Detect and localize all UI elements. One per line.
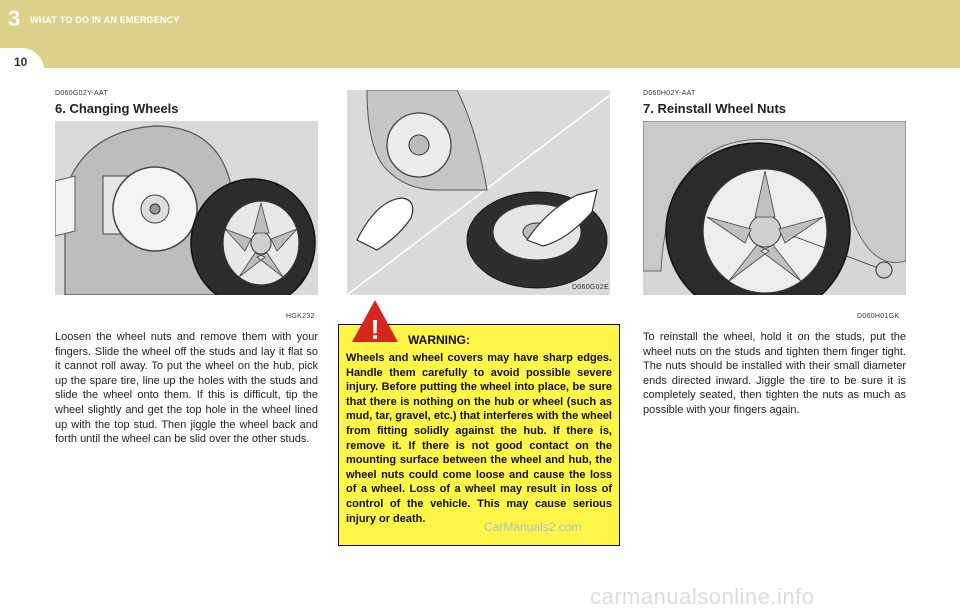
section-code: D060H02Y-AAT bbox=[643, 90, 696, 97]
wiping-wheel-illustration bbox=[347, 90, 610, 295]
warning-triangle-icon bbox=[350, 298, 400, 344]
section-body: Loosen the wheel nuts and remove them with your fingers. Slide the wheel off the studs and lay it flat so it cannot roll away. To put the wheel on the hub, pick up the spare tire, line up the holes with the studs and slide the wheel onto them. If this is difficult, tip the wheel slightly and get the top hole in the wheel lined up with the top stud. Then jiggle the wheel back and forth until the wheel can be slid over the other studs. bbox=[55, 331, 318, 446]
chapter-number: 3 bbox=[8, 6, 21, 31]
changing-wheels-illustration bbox=[55, 121, 318, 295]
warning-title: WARNING: bbox=[408, 333, 470, 347]
chapter-title: WHAT TO DO IN AN EMERGENCY bbox=[30, 15, 180, 25]
reinstall-nuts-illustration bbox=[643, 121, 906, 295]
figure-caption: D060H01GK bbox=[857, 313, 900, 320]
svg-text:!: ! bbox=[370, 314, 380, 344]
footer-watermark: carmanualsonline.info bbox=[590, 584, 815, 609]
header-band bbox=[0, 0, 960, 68]
figure-caption: D060G02E bbox=[572, 284, 610, 291]
warning-body: Wheels and wheel covers may have sharp edges. Handle them carefully to avoid possible severe injury. Before putting the wheel into place, be sure that there is nothing on the hub or wheel (such as mud, tar, gravel, etc.) that interferes with the wheel from fitting solidly against the hub. If there is, remove it. If there is not good contact on the mounting surface between the wheel and hub, the wheel nuts could come loose and cause the loss of a wheel. Loss of a wheel may result in loss of control of the vehicle. This may cause serious injury or death. bbox=[346, 352, 612, 525]
figure-caption: HGK232 bbox=[286, 313, 315, 320]
section-heading: 6. Changing Wheels bbox=[55, 101, 179, 116]
watermark: CarManuals2.com bbox=[484, 520, 582, 534]
page-number: 10 bbox=[14, 55, 28, 69]
section-heading: 7. Reinstall Wheel Nuts bbox=[643, 101, 787, 116]
section-body: To reinstall the wheel, hold it on the studs, put the wheel nuts on the studs and tighten them finger tight. The nuts should be installed with their small diameter ends directed inward. Jiggle the tire to be sure it is completely seated, then tighten the nuts as much as possible with your fingers again. bbox=[643, 331, 906, 416]
section-code: D060G02Y-AAT bbox=[55, 90, 109, 97]
